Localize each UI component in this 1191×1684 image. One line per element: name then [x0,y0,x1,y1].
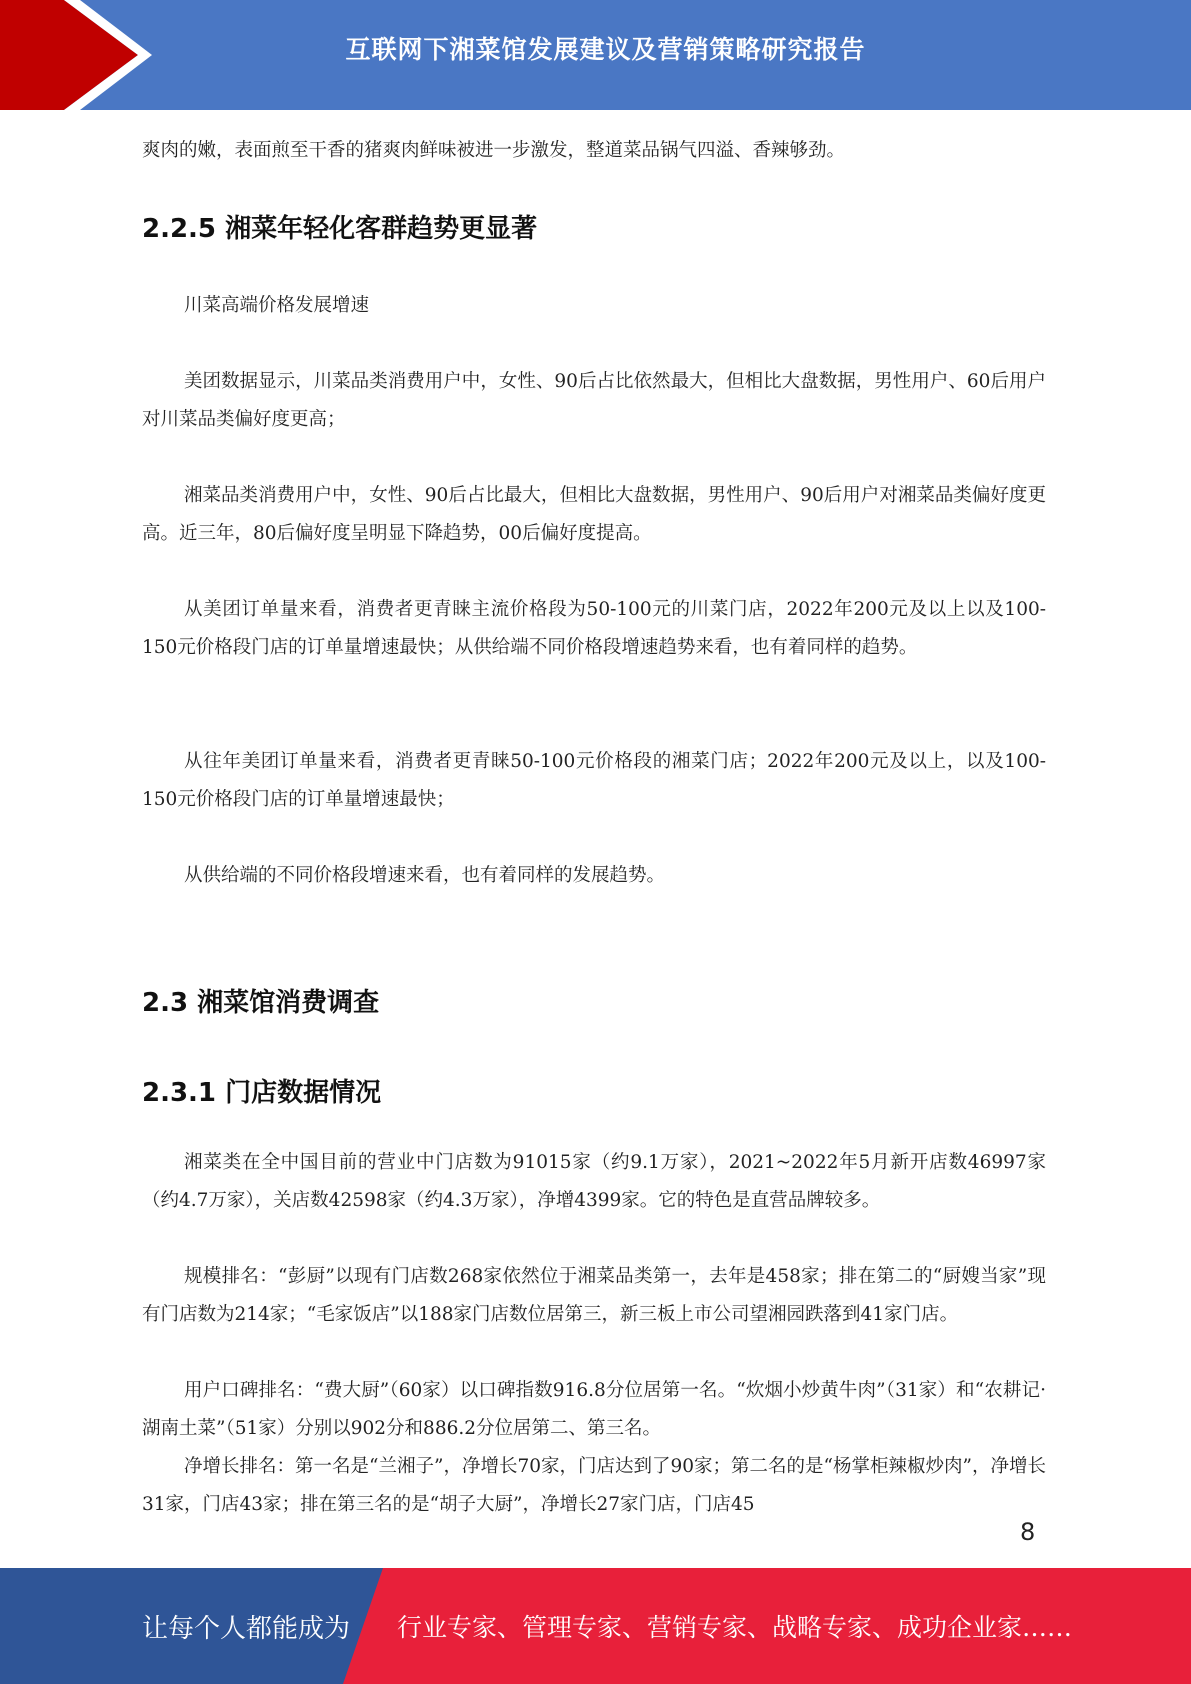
paragraph-store-data: 湘菜类在全中国目前的营业中门店数为91015家（约9.1万家），2021~2022年5月新开店数46997家（约4.7万家），关店数42598家（约4.3万家），净增4399家。它的特色是直营品牌较多。 [142,1152,1046,1211]
paragraph-meituan-sichuan-users: 美团数据显示，川菜品类消费用户中，女性、90后占比依然最大，但相比大盘数据，男性用户、60后用户对川菜品类偏好度更高； [142,371,1046,430]
heading-2-2-5: 2.2.5 湘菜年轻化客群趋势更显著 [142,214,538,244]
paragraph-intro: 爽肉的嫩，表面煎至干香的猪爽肉鲜味被进一步激发，整道菜品锅气四溢、香辣够劲。 [142,140,846,161]
footer-slogan-left: 让每个人都能成为 [142,1613,351,1644]
page-footer [0,1568,1191,1684]
paragraph-growth-ranking: 净增长排名：第一名是“兰湘子”，净增长70家，门店达到了90家；第二名的是“杨掌柜辣椒炒肉”，净增长31家，门店43家；排在第三名的是“胡子大厨”，净增长27家门店，门店45 [142,1456,1046,1515]
paragraph-hunan-orders: 从往年美团订单量来看，消费者更青睐50-100元价格段的湘菜门店；2022年200元及以上，以及100-150元价格段门店的订单量增速最快； [142,751,1046,810]
page-header [0,0,1191,110]
paragraph-reputation-ranking: 用户口碑排名：“费大厨”（60家）以口碑指数916.8分位居第一名。“炊烟小炒黄牛肉”（31家）和“农耕记·湖南土菜”（51家）分别以902分和886.2分位居第二、第三名。 [142,1380,1046,1439]
header-title: 互联网下湘菜馆发展建议及营销策略研究报告 [345,35,866,64]
footer-slogan-right: 行业专家、管理专家、营销专家、战略专家、成功企业家…… [397,1613,1073,1642]
paragraph-sichuan-highend: 川菜高端价格发展增速 [184,295,370,316]
paragraph-scale-ranking: 规模排名：“彭厨”以现有门店数268家依然位于湘菜品类第一，去年是458家；排在第二的“厨嫂当家”现有门店数为214家；“毛家饭店”以188家门店数位居第三，新三板上市公司望湘园跌落到41家门店。 [142,1266,1046,1325]
page-number: 8 [1020,1518,1036,1546]
paragraph-sichuan-orders: 从美团订单量来看，消费者更青睐主流价格段为50-100元的川菜门店，2022年200元及以上以及100-150元价格段门店的订单量增速最快；从供给端不同价格段增速趋势来看，也有着同样的趋势。 [142,599,1046,658]
heading-2-3-1: 2.3.1 门店数据情况 [142,1078,382,1108]
heading-2-3: 2.3 湘菜馆消费调查 [142,988,380,1018]
paragraph-hunan-users: 湘菜品类消费用户中，女性、90后占比最大，但相比大盘数据，男性用户、90后用户对湘菜品类偏好度更高。近三年，80后偏好度呈明显下降趋势，00后偏好度提高。 [142,485,1046,544]
paragraph-supply-trend: 从供给端的不同价格段增速来看，也有着同样的发展趋势。 [184,865,666,886]
